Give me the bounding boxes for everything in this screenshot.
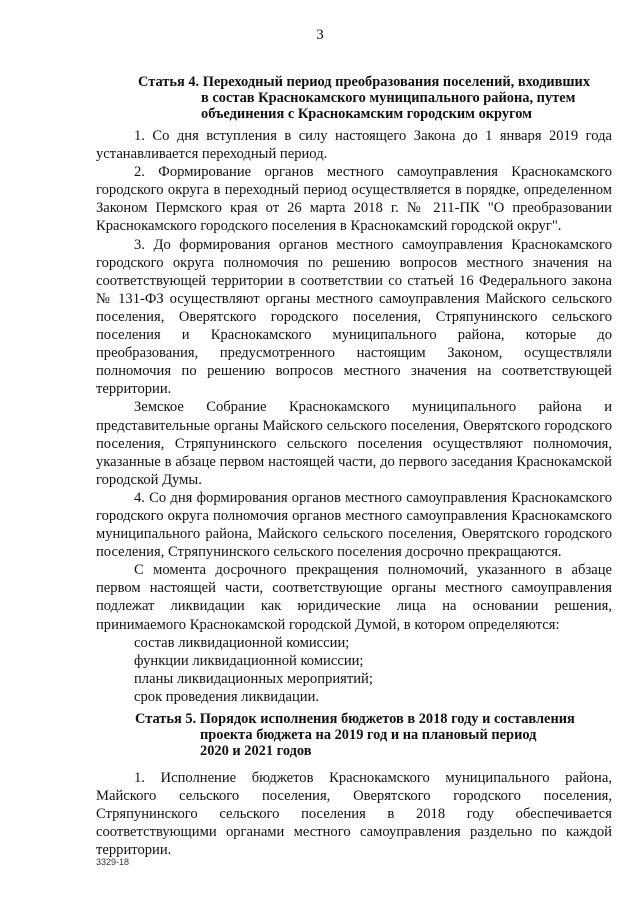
list-item: функции ликвидационной комиссии; [134, 652, 364, 669]
list-item: срок проведения ликвидации. [134, 688, 320, 705]
document-code: 3329-18 [96, 857, 130, 867]
article-4-body [96, 127, 612, 706]
paragraph: 1. Исполнение бюджетов Краснокамского муниципального района, Майского сельского поселения, Оверятского городского поселения, Стряпунинского сельского поселения в 2018 году обеспечивается соответствующими органами местного самоуправления раздельно по каждой территории. [96, 770, 612, 859]
paragraph: 2. Формирование органов местного самоуправления Краснокамского городского округа в переходный период осуществляется в порядке, определенном Законом Пермского края от 26 марта 2018 г. № 211-ПК "О преобразовании Краснокамского городского поселения в Краснокамский городской округ". [96, 164, 612, 235]
heading-line: в состав Краснокамского муниципального района, путем [201, 90, 576, 106]
page-number: 3 [316, 27, 324, 43]
paragraph: 1. Со дня вступления в силу настоящего Закона до 1 января 2019 года устанавливается переходный период. [96, 128, 612, 163]
paragraph: 4. Со дня формирования органов местного самоуправления Краснокамского городского округа полномочия органов местного самоуправления Краснокамского муниципального района, Майского сельского поселения, Оверятского городского поселения, Стряпунинского сельского поселения досрочно прекращаются. [96, 489, 612, 561]
article-5-heading [135, 711, 575, 759]
heading-line: Статья 5. Порядок исполнения бюджетов в 2018 году и составления [135, 711, 575, 727]
list-item: состав ликвидационной комиссии; [134, 634, 350, 651]
heading-line: объединения с Краснокамским городским округом [201, 106, 532, 122]
heading-line: Статья 4. Переходный период преобразования поселений, входивших [138, 74, 591, 90]
heading-line: 2020 и 2021 годов [200, 743, 312, 759]
paragraph: С момента досрочного прекращения полномочий, указанного в абзаце первом настоящей части, соответствующие органы местного самоуправления подлежат ликвидации как юридические лица на основании решения, принимаемого Краснокамской городской Думой, в котором определяются: [96, 562, 612, 633]
paragraph: Земское Собрание Краснокамского муниципального района и представительные органы Майского сельского поселения, Оверятского городского поселения, Стряпунинского сельского поселения осуществляют полномочия, указанные в абзаце первом настоящей части, до первого заседания Краснокамской городской Думы. [96, 399, 612, 488]
paragraph: 3. До формирования органов местного самоуправления Краснокамского городского округа полномочия по решению вопросов местного значения на соответствующей территории в соответствии со статьей 16 Федерального закона № 131-ФЗ осуществляют органы местного самоуправления Майского сельского поселения, Оверятского городского поселения, Стряпунинского сельского поселения и Краснокамского муниципального района, которые до преобразования, предусмотренного настоящим Законом, осуществляли полномочия по решению вопросов местного значения на соответствующей территории. [96, 236, 612, 398]
heading-line: проекта бюджета на 2019 год и на плановый период [200, 727, 537, 743]
article-5-body [96, 769, 612, 859]
list-item: планы ликвидационных мероприятий; [134, 670, 373, 687]
article-4-heading [138, 74, 590, 122]
